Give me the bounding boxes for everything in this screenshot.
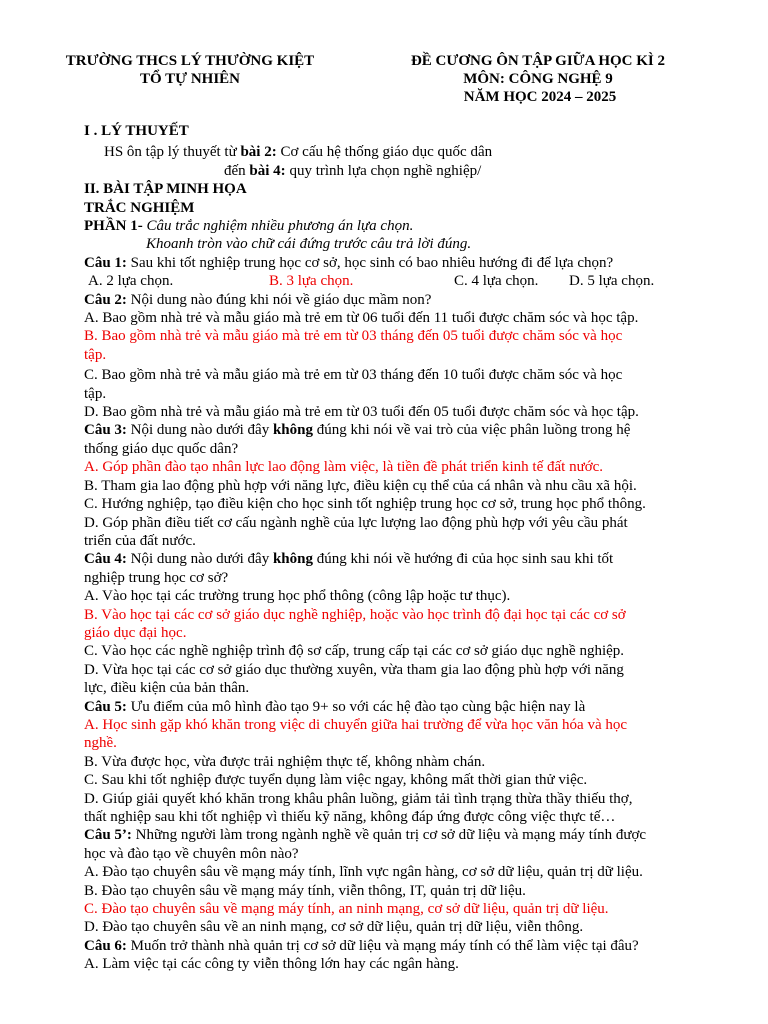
question-1-option-a: A. 2 lựa chọn. bbox=[88, 273, 174, 290]
question-5-prime-option-a: A. Đào tạo chuyên sâu về mạng máy tính, lĩnh vực ngân hàng, cơ sở dữ liệu, quản trị dữ liệu. bbox=[84, 864, 643, 881]
question-4-option-d-cont: lực, điều kiện của bản thân. bbox=[84, 680, 250, 697]
question-3-option-d: D. Góp phần điều tiết cơ cấu ngành nghề của lực lượng lao động phù hợp với yêu cầu phát bbox=[84, 514, 628, 531]
question-5-prime-option-d: D. Đào tạo chuyên sâu về an ninh mạng, cơ sở dữ liệu, quản trị dữ liệu, viễn thông. bbox=[84, 919, 584, 936]
theory-line-1: HS ôn tập lý thuyết từ bài 2: Cơ cấu hệ thống giáo dục quốc dân bbox=[104, 144, 493, 161]
document-title: ĐỀ CƯƠNG ÔN TẬP GIỮA HỌC KÌ 2 bbox=[410, 53, 666, 69]
question-3-option-c: C. Hướng nghiệp, tạo điều kiện cho học sinh tốt nghiệp trung học cơ sở, trung học phổ thông. bbox=[84, 496, 646, 513]
question-4: Câu 4: Nội dung nào dưới đây không đúng khi nói về hướng đi của học sinh sau khi tốt bbox=[84, 551, 614, 568]
school-header bbox=[40, 52, 340, 88]
question-3-option-a: A. Góp phần đào tạo nhân lực lao động làm việc, là tiền đề phát triển kinh tế đất nước. bbox=[84, 459, 604, 476]
school-name: TRƯỜNG THCS LÝ THƯỜNG KIỆT bbox=[65, 53, 315, 69]
question-5-option-c: C. Sau khi tốt nghiệp được tuyển dụng làm việc ngay, không mất thời gian thử việc. bbox=[84, 772, 588, 789]
multiple-choice-title: TRẮC NGHIỆM bbox=[84, 199, 195, 216]
question-5-prime-option-c: C. Đào tạo chuyên sâu về mạng máy tính, an ninh mạng, cơ sở dữ liệu, quản trị dữ liệu. bbox=[84, 901, 609, 918]
document-title-block bbox=[378, 52, 698, 106]
question-5-option-d: D. Giúp giải quyết khó khăn trong khâu phân luồng, giảm tải tình trạng thừa thầy thiếu thợ, bbox=[84, 790, 633, 807]
question-3-option-b: B. Tham gia lao động phù hợp với năng lực, điều kiện cụ thể của cá nhân và nhu cầu xã hội. bbox=[84, 477, 637, 494]
question-2-option-c-cont: tập. bbox=[84, 385, 107, 402]
question-2-option-b-cont: tập. bbox=[84, 346, 107, 363]
question-3-cont: thống giáo dục quốc dân? bbox=[84, 440, 239, 457]
question-1-option-b: B. 3 lựa chọn. bbox=[269, 273, 354, 290]
question-5-prime: Câu 5’: Những người làm trong ngành nghề về quản trị cơ sở dữ liệu và mạng máy tính được bbox=[84, 827, 647, 844]
question-1-options bbox=[84, 272, 724, 290]
question-5-option-d-cont: thất nghiệp sau khi tốt nghiệp vì thiếu kỹ năng, không đáp ứng được công việc thực tế… bbox=[84, 809, 616, 826]
question-1-option-d: D. 5 lựa chọn. bbox=[569, 273, 655, 290]
part-1-instruction: Khoanh tròn vào chữ cái đứng trước câu trả lời đúng. bbox=[146, 236, 472, 253]
question-4-cont: nghiệp trung học cơ sở? bbox=[84, 569, 229, 586]
section-theory-title: I . LÝ THUYẾT bbox=[84, 123, 189, 139]
question-1: Câu 1: Sau khi tốt nghiệp trung học cơ sở, học sinh có bao nhiêu hướng đi để lựa chọn? bbox=[84, 254, 614, 271]
school-year: NĂM HỌC 2024 – 2025 bbox=[463, 89, 617, 105]
question-5-prime-cont: học và đào tạo về chuyên môn nào? bbox=[84, 845, 299, 862]
question-4-option-d: D. Vừa học tại các cơ sở giáo dục thường xuyên, vừa tham gia lao động phù hợp với năng bbox=[84, 661, 624, 678]
department-name: TỔ TỰ NHIÊN bbox=[139, 71, 241, 87]
question-4-option-b: B. Vào học tại các cơ sở giáo dục nghề nghiệp, hoặc vào học trình độ đại học tại các cơ sở bbox=[84, 606, 626, 623]
question-2-option-b: B. Bao gồm nhà trẻ và mẫu giáo mà trẻ em từ 03 tháng đến 05 tuổi được chăm sóc và học bbox=[84, 328, 623, 345]
subject-title: MÔN: CÔNG NGHỆ 9 bbox=[463, 71, 613, 87]
question-1-option-c: C. 4 lựa chọn. bbox=[454, 273, 539, 290]
question-2: Câu 2: Nội dung nào đúng khi nói về giáo dục mầm non? bbox=[84, 291, 432, 308]
question-5: Câu 5: Ưu điểm của mô hình đào tạo 9+ so với các hệ đào tạo cùng bậc hiện nay là bbox=[84, 698, 586, 715]
question-2-option-d: D. Bao gồm nhà trẻ và mẫu giáo mà trẻ em từ 03 tuổi đến 05 tuổi được chăm sóc và học tập. bbox=[84, 404, 639, 421]
document-body bbox=[84, 122, 724, 974]
question-5-option-a-cont: nghề. bbox=[84, 735, 117, 752]
question-4-option-c: C. Vào học các nghề nghiệp trình độ sơ cấp, trung cấp tại các cơ sở giáo dục nghề nghiệp. bbox=[84, 643, 625, 660]
part-1-heading: PHẦN 1- Câu trắc nghiệm nhiều phương án lựa chọn. bbox=[84, 218, 414, 235]
question-5-option-b: B. Vừa được học, vừa được trải nghiệm thực tế, không nhàm chán. bbox=[84, 753, 486, 770]
question-3: Câu 3: Nội dung nào dưới đây không đúng khi nói về vai trò của việc phân luồng trong hệ bbox=[84, 422, 631, 439]
question-5-option-a: A. Học sinh gặp khó khăn trong việc di chuyển giữa hai trường để vừa học văn hóa và học bbox=[84, 716, 628, 733]
question-6: Câu 6: Muốn trở thành nhà quản trị cơ sở dữ liệu và mạng máy tính có thể làm việc tại đâu? bbox=[84, 937, 639, 954]
question-3-option-d-cont: triển của đất nước. bbox=[84, 532, 196, 549]
question-6-option-a: A. Làm việc tại các công ty viễn thông lớn hay các ngân hàng. bbox=[84, 956, 459, 973]
question-2-option-c: C. Bao gồm nhà trẻ và mẫu giáo mà trẻ em từ 03 tháng đến 10 tuổi được chăm sóc và học bbox=[84, 367, 623, 384]
question-4-option-a: A. Vào học tại các trường trung học phổ thông (công lập hoặc tư thục). bbox=[84, 588, 511, 605]
question-2-option-a: A. Bao gồm nhà trẻ và mẫu giáo mà trẻ em từ 06 tuổi đến 11 tuổi được chăm sóc và học tập. bbox=[84, 310, 639, 327]
question-5-prime-option-b: B. Đào tạo chuyên sâu về mạng máy tính, viễn thông, IT, quản trị dữ liệu. bbox=[84, 882, 526, 899]
theory-line-2: đến bài 4: quy trình lựa chọn nghề nghiệp/ bbox=[224, 162, 482, 179]
section-exercises-title: II. BÀI TẬP MINH HỌA bbox=[84, 181, 247, 198]
question-4-option-b-cont: giáo dục đại học. bbox=[84, 624, 187, 641]
